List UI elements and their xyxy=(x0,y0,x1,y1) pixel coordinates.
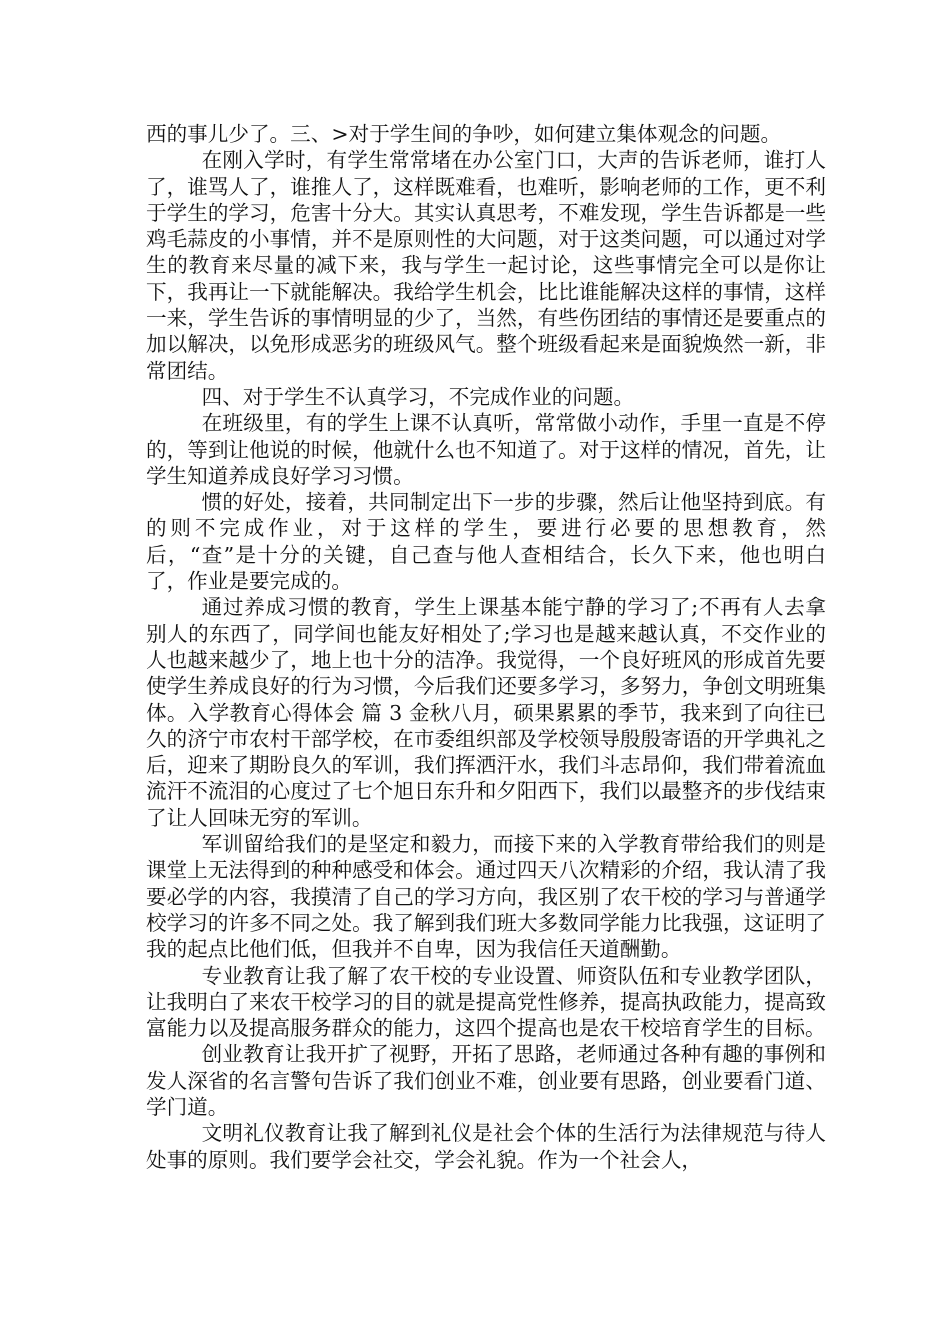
paragraph-5: 通过养成习惯的教育，学生上课基本能宁静的学习了;不再有人去拿别人的东西了，同学间也能友好相处了;学习也是越来越认真，不交作业的人也越来越少了，地上也十分的洁净。我觉得，一个良好班风的形成首先要使学生养成良好的行为习惯，今后我们还要多学习，多努力，争创文明班集体。入学教育心得体会 篇 3 金秋八月，硕果累累的季节，我来到了向往已久的济宁市农村干部学校，在市委组织部及学校领导殷殷寄语的开学典礼之后，迎来了期盼良久的军训，我们挥洒汗水，我们斗志昂仰，我们带着流血流汗不流泪的心度过了七个旭日东升和夕阳西下，我们以最整齐的步伐结束了让人回味无穷的军训。 xyxy=(146,595,826,830)
paragraph-6: 军训留给我们的是坚定和毅力，而接下来的入学教育带给我们的则是课堂上无法得到的种种感受和体会。通过四天八次精彩的介绍，我认清了我要必学的内容，我摸清了自己的学习方向，我区别了农干校的学习与普通学校学习的许多不同之处。我了解到我们班大多数同学能力比我强，这证明了我的起点比他们低，但我并不自卑，因为我信任天道酬勤。 xyxy=(146,832,826,962)
paragraph-2: 在刚入学时，有学生常常堵在办公室门口，大声的告诉老师，谁打人了，谁骂人了，谁推人了，这样既难看，也难听，影响老师的工作，更不利于学生的学习，危害十分大。其实认真思考，不难发现，学生告诉都是一些鸡毛蒜皮的小事情，并不是原则性的大问题，对于这类问题，可以通过对学生的教育来尽量的减下来，我与学生一起讨论，这些事情完全可以是你让下，我再让一下就能解决。我给学生机会，比比谁能解决这样的事情，这样一来，学生告诉的事情明显的少了，当然，有些伤团结的事情还是要重点的加以解决，以免形成恶劣的班级风气。整个班级看起来是面貌焕然一新，非常团结。 xyxy=(146,148,826,383)
paragraph-8: 创业教育让我开扩了视野，开拓了思路，老师通过各种有趣的事例和发人深省的名言警句告诉了我们创业不难，创业要有思路，创业要看门道、学门道。 xyxy=(146,1042,826,1119)
section-heading-4: 四、对于学生不认真学习，不完成作业的问题。 xyxy=(201,384,635,409)
paragraph-4: 惯的好处，接着，共同制定出下一步的步骤，然后让他坚持到底。有的则不完成作业，对于这样的学生，要进行必要的思想教育，然后，“查”是十分的关键，自己查与他人查相结合，长久下来，他也明白了，作业是要完成的。 xyxy=(146,490,826,594)
paragraph-7: 专业教育让我了解了农干校的专业设置、师资队伍和专业教学团队，让我明白了来农干校学习的目的就是提高党性修养，提高执政能力，提高致富能力以及提高服务群众的能力，这四个提高也是农干校培育学生的目标。 xyxy=(146,963,826,1041)
document-page xyxy=(146,121,826,1173)
paragraph-1: 西的事儿少了。三、>对于学生间的争吵，如何建立集体观念的问题。 xyxy=(146,122,782,146)
paragraph-3: 在班级里，有的学生上课不认真听，常常做小动作，手里一直是不停的，等到让他说的时候，他就什么也不知道了。对于这样的情况，首先，让学生知道养成良好学习习惯。 xyxy=(146,411,826,488)
paragraph-9: 文明礼仪教育让我了解到礼仪是社会个体的生活行为法律规范与待人处事的原则。我们要学会社交，学会礼貌。作为一个社会人， xyxy=(146,1121,826,1172)
